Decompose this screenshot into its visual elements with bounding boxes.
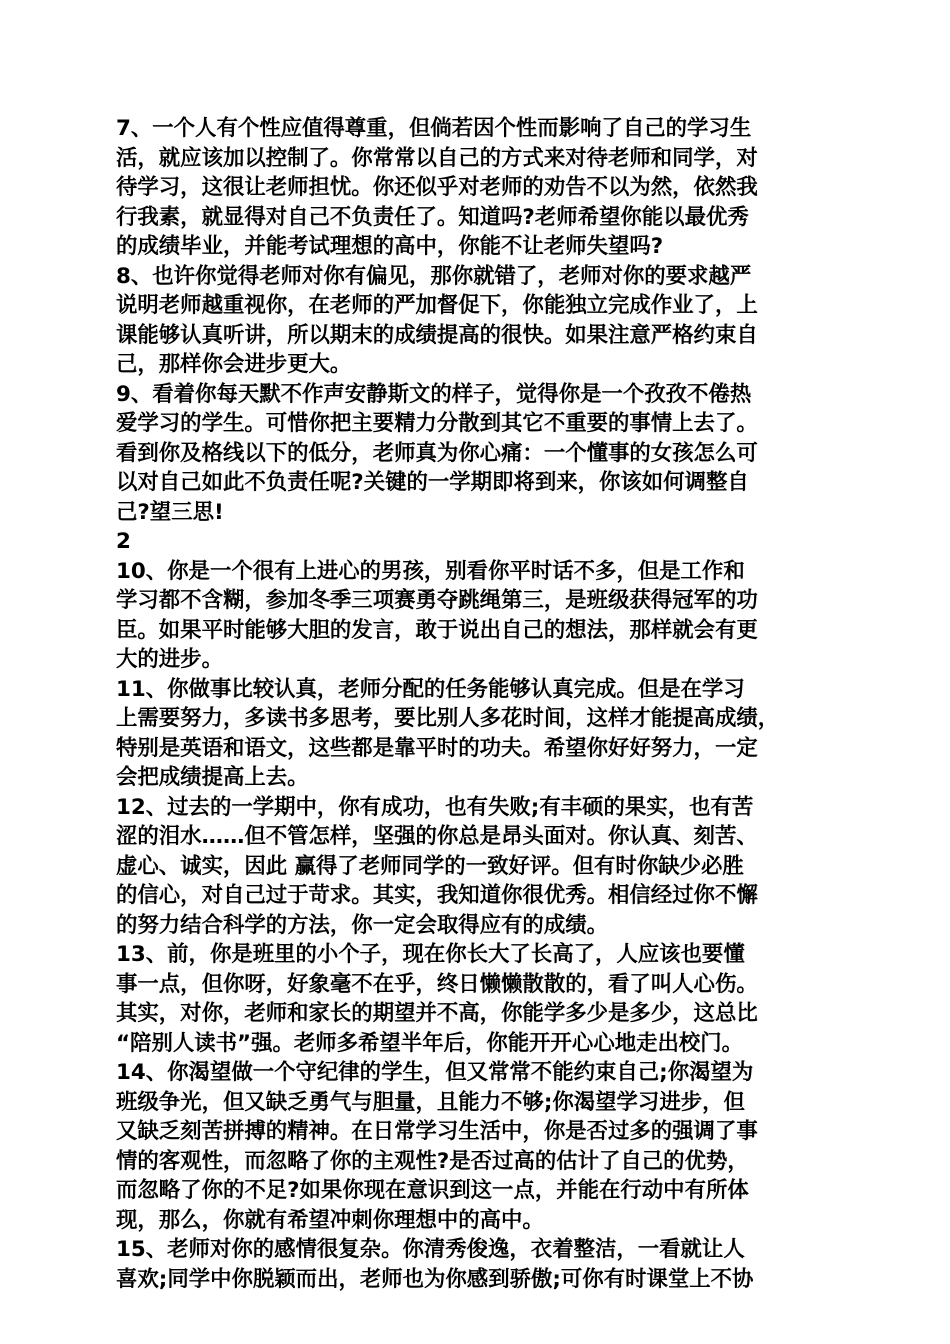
text-line: 己?望三思! bbox=[116, 499, 224, 525]
text-line: 看到你及格线以下的低分，老师真为你心痛：一个懂事的女孩怎么可 bbox=[116, 440, 758, 466]
text-line: 会把成绩提高上去。 bbox=[116, 765, 309, 790]
text-line: 涩的泪水……但不管怎样，坚强的你总是昂头面对。你认真、刻苦、 bbox=[116, 824, 758, 849]
text-line: 又缺乏刻苦拼搏的精神。在日常学习生活中，你是否过多的强调了事 bbox=[116, 1119, 758, 1144]
text-line: 情的客观性，而忽略了你的主观性?是否过高的估计了自己的优势， bbox=[116, 1148, 749, 1174]
text-line: 事一点，但你呀，好象毫不在乎，终日懒懒散散的，看了叫人心伤。 bbox=[116, 971, 758, 997]
text-line: 现，那么，你就有希望冲刺你理想中的高中。 bbox=[116, 1207, 544, 1233]
text-line: 说明老师越重视你，在老师的严加督促下，你能独立完成作业了，上 bbox=[116, 293, 758, 318]
document-body bbox=[116, 114, 836, 1294]
text-line: 12、过去的一学期中，你有成功，也有失败;有丰硕的果实，也有苦 bbox=[116, 794, 754, 820]
text-line: 其实，对你，老师和家长的期望并不高，你能学多少是多少，这总比 bbox=[116, 1001, 758, 1026]
text-line: 13、前，你是班里的小个子，现在你长大了长高了，人应该也要懂 bbox=[116, 942, 745, 967]
text-line: 行我素，就显得对自己不负责任了。知道吗?老师希望你能以最优秀 bbox=[116, 204, 749, 230]
text-line: 的信心，对自己过于苛求。其实，我知道你很优秀。相信经过你不懈 bbox=[116, 883, 758, 908]
text-line: 活，就应该加以控制了。你常常以自己的方式来对待老师和同学，对 bbox=[116, 145, 758, 171]
text-line: 虚心、诚实，因此 赢得了老师同学的一致好评。但有时你缺少必胜 bbox=[116, 853, 744, 879]
text-line: 的努力结合科学的方法，你一定会取得应有的成绩。 bbox=[116, 912, 608, 938]
text-line: 9、看着你每天默不作声安静斯文的样子，觉得你是一个孜孜不倦热 bbox=[116, 381, 752, 407]
text-line: 11、你做事比较认真，老师分配的任务能够认真完成。但是在学习 bbox=[116, 676, 745, 702]
text-line: 爱学习的学生。可惜你把主要精力分散到其它不重要的事情上去了。 bbox=[116, 411, 758, 436]
text-line: 而忽略了你的不足?如果你现在意识到这一点，并能在行动中有所体 bbox=[116, 1178, 749, 1203]
text-line: 臣。如果平时能够大胆的发言，敢于说出自己的想法，那样就会有更 bbox=[116, 617, 758, 643]
text-line: 的成绩毕业，并能考试理想的高中，你能不让老师失望吗? bbox=[116, 234, 664, 259]
text-line: 喜欢;同学中你脱颖而出，老师也为你感到骄傲;可你有时课堂上不协 bbox=[116, 1266, 754, 1292]
text-line: 己，那样你会进步更大。 bbox=[116, 352, 352, 377]
text-line: 15、老师对你的感情很复杂。你清秀俊逸，衣着整洁，一看就让人 bbox=[116, 1237, 745, 1262]
text-line: 8、也许你觉得老师对你有偏见，那你就错了，老师对你的要求越严 bbox=[116, 263, 752, 289]
text-line: 待学习，这很让老师担忧。你还似乎对老师的劝告不以为然，依然我 bbox=[116, 175, 758, 200]
page-number: 2 bbox=[116, 529, 131, 554]
text-line: 学习都不含糊，参加冬季三项赛勇夺跳绳第三，是班级获得冠军的功 bbox=[116, 588, 758, 613]
text-line: 课能够认真听讲，所以期末的成绩提高的很快。如果注意严格约束自 bbox=[116, 322, 758, 348]
text-line: 班级争光，但又缺乏勇气与胆量，且能力不够;你渴望学习进步，但 bbox=[116, 1089, 745, 1115]
text-line: 7、一个人有个性应值得尊重，但倘若因个性而影响了自己的学习生 bbox=[116, 116, 752, 141]
text-line: 以对自己如此不负责任呢?关键的一学期即将到来，你该如何调整自 bbox=[116, 470, 749, 495]
text-line: 14、你渴望做一个守纪律的学生，但又常常不能约束自己;你渴望为 bbox=[116, 1060, 754, 1085]
text-line: “陪别人读书”强。老师多希望半年后，你能开开心心地走出校门。 bbox=[116, 1030, 744, 1056]
text-line: 10、你是一个很有上进心的男孩，别看你平时话不多，但是工作和 bbox=[116, 558, 745, 584]
text-line: 特别是英语和语文，这些都是靠平时的功夫。希望你好好努力，一定 bbox=[116, 735, 758, 761]
text-line: 上需要努力，多读书多思考，要比别人多花时间，这样才能提高成绩， bbox=[116, 706, 780, 731]
text-line: 大的进步。 bbox=[116, 647, 223, 672]
